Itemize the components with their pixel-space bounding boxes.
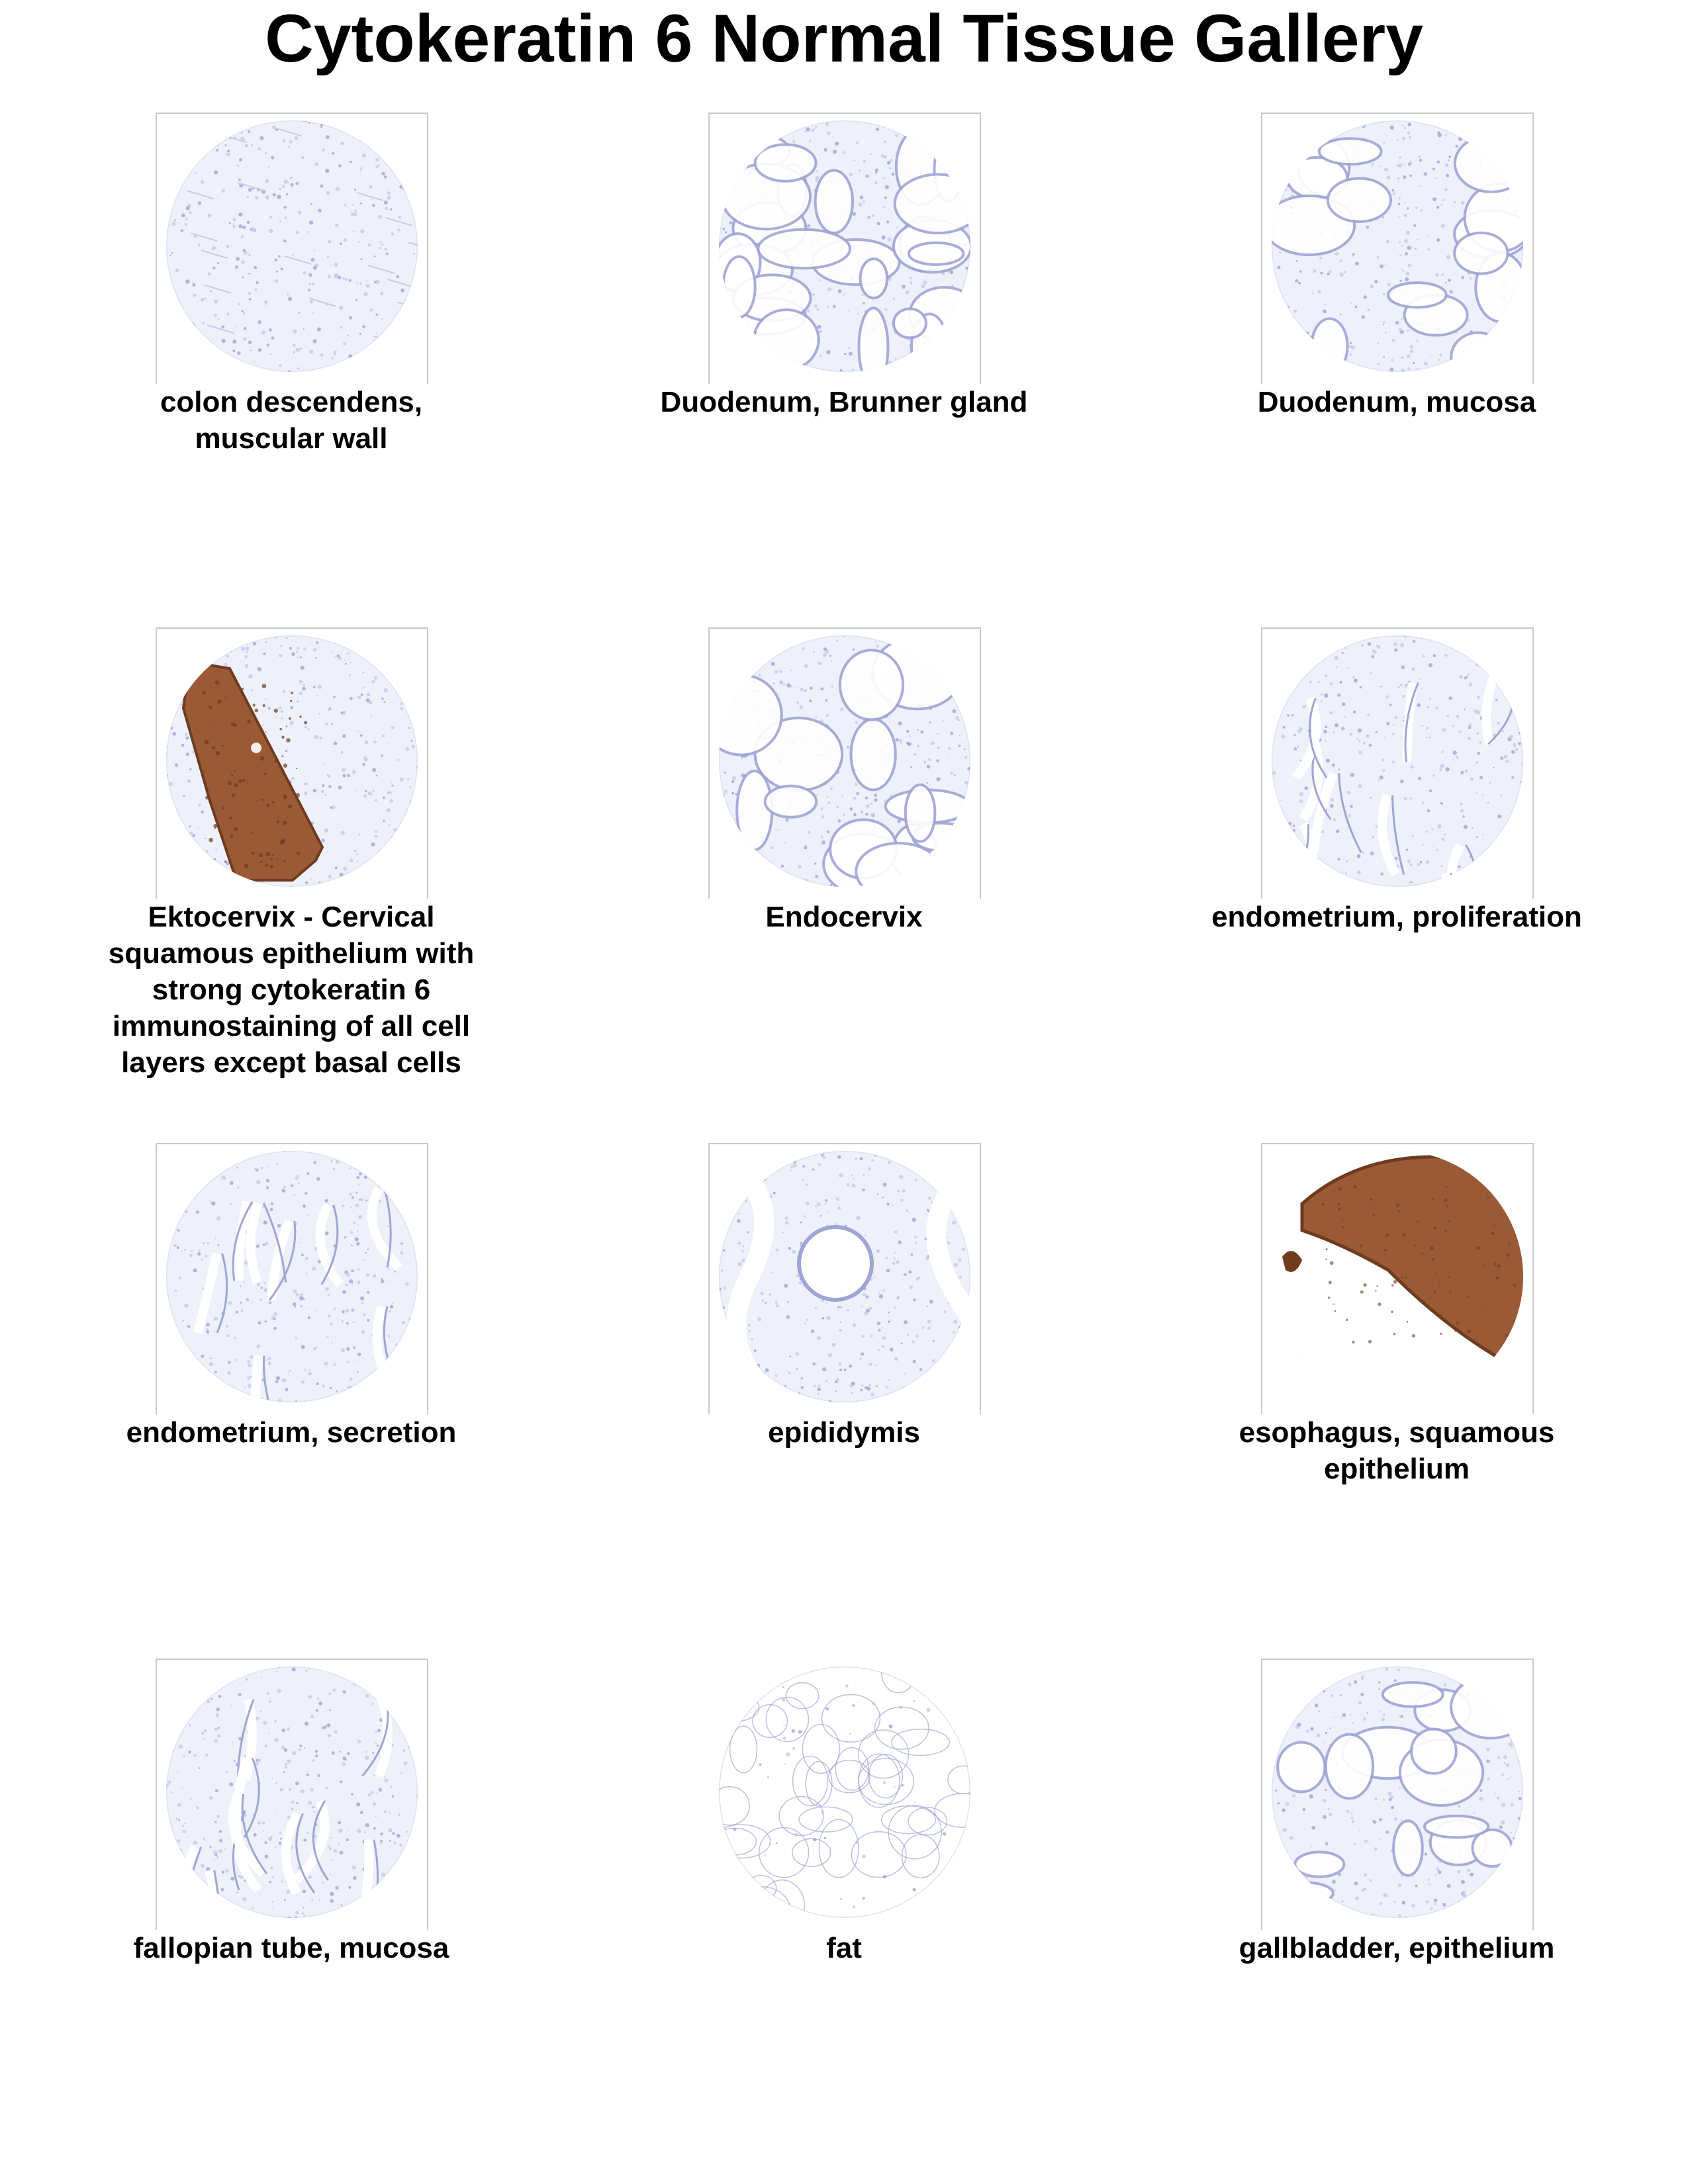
gallery-tile[interactable] <box>708 1143 980 1414</box>
tissue-core-image <box>1262 114 1532 384</box>
gallery-tile[interactable] <box>156 113 427 384</box>
tissue-core-image <box>157 629 427 899</box>
tissue-image[interactable] <box>708 1659 981 1930</box>
gallery-tile[interactable] <box>708 627 980 899</box>
tissue-image[interactable] <box>1261 113 1534 384</box>
tissue-image[interactable] <box>156 1143 428 1414</box>
gallery-tile[interactable] <box>708 113 980 384</box>
tissue-caption: Ektocervix - Cervical squamous epithelium with strong cytokeratin 6 immunostaining of all cell layers except basal cells <box>108 901 475 1079</box>
gallery-tile[interactable] <box>1261 113 1532 384</box>
tissue-image[interactable] <box>156 627 428 899</box>
tissue-core-image <box>1262 1660 1532 1930</box>
tissue-caption: fallopian tube, mucosa <box>133 1932 449 1964</box>
tissue-image[interactable] <box>708 113 981 384</box>
gallery-tile[interactable] <box>156 1143 427 1414</box>
tissue-caption: esophagus, squamous epithelium <box>1239 1416 1555 1485</box>
tissue-image[interactable] <box>156 113 428 384</box>
tissue-caption: Duodenum, Brunner gland <box>660 386 1028 418</box>
gallery-tile[interactable] <box>1261 1143 1532 1414</box>
tissue-image[interactable] <box>1261 1143 1534 1414</box>
tissue-core-image <box>157 1144 427 1414</box>
gallery-tile[interactable] <box>156 1659 427 1930</box>
tissue-core-image <box>710 1144 980 1414</box>
tissue-core-image <box>157 114 427 384</box>
tissue-caption: Endocervix <box>765 901 923 933</box>
tissue-image[interactable] <box>1261 627 1534 899</box>
gallery-tile[interactable] <box>1261 1659 1532 1930</box>
tissue-caption: fat <box>826 1932 862 1964</box>
tissue-core-image <box>1262 629 1532 899</box>
tissue-caption: colon descendens, muscular wall <box>160 386 423 455</box>
tissue-caption: gallbladder, epithelium <box>1239 1932 1555 1964</box>
tissue-caption: endometrium, secretion <box>126 1416 457 1449</box>
tissue-image[interactable] <box>1261 1659 1534 1930</box>
gallery-tile[interactable] <box>156 627 427 899</box>
tissue-core-image <box>1262 1144 1532 1414</box>
tissue-caption: endometrium, proliferation <box>1211 901 1582 933</box>
tissue-caption: epididymis <box>768 1416 920 1449</box>
gallery-tile[interactable] <box>708 1659 980 1930</box>
tissue-core-image <box>710 629 980 899</box>
tissue-image[interactable] <box>708 627 981 899</box>
tissue-core-image <box>157 1660 427 1930</box>
tissue-image[interactable] <box>708 1143 981 1414</box>
gallery-tile[interactable] <box>1261 627 1532 899</box>
tissue-image[interactable] <box>156 1659 428 1930</box>
tissue-caption: Duodenum, mucosa <box>1257 386 1536 418</box>
tissue-core-image <box>710 114 980 384</box>
tissue-core-image <box>710 1660 980 1930</box>
page-title: Cytokeratin 6 Normal Tissue Gallery <box>265 1 1423 76</box>
